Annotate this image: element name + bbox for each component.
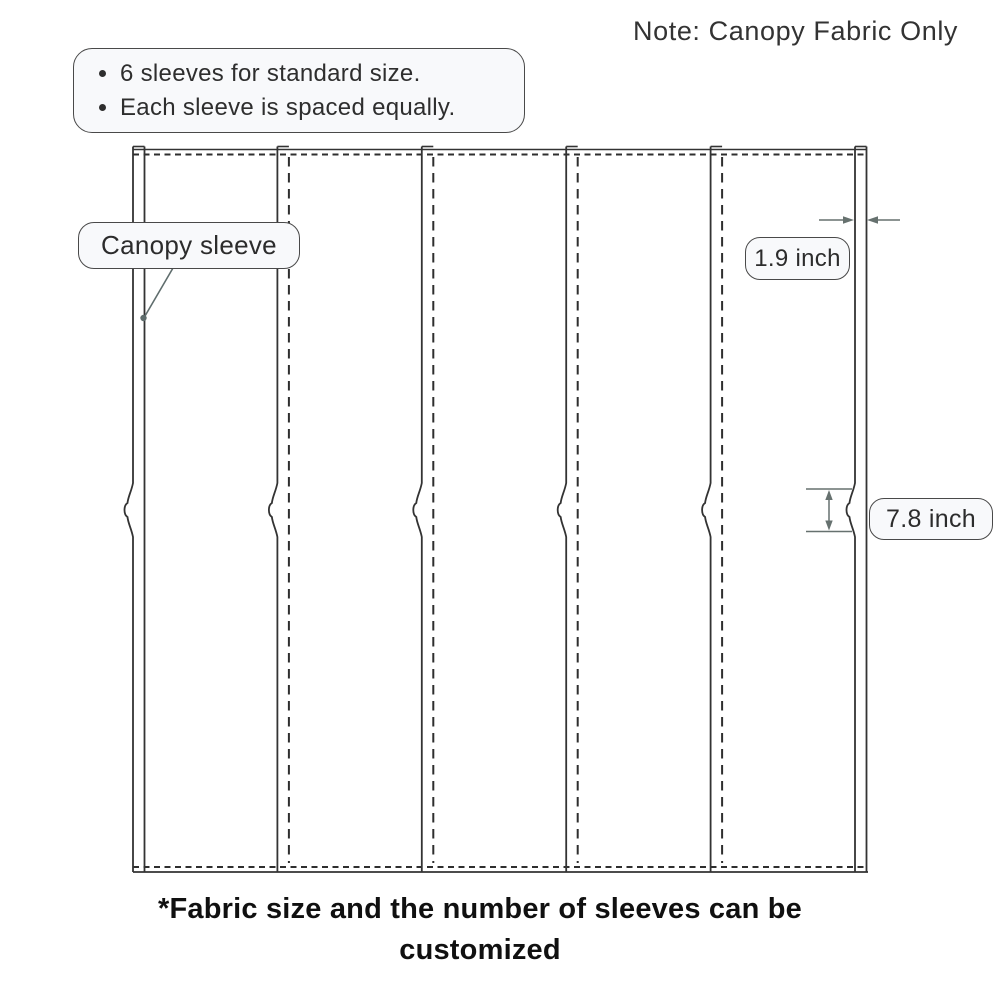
sleeve-left-line-with-notch (702, 147, 711, 873)
sleeve (558, 147, 578, 873)
sleeve (413, 147, 433, 873)
arrowhead-up (825, 490, 832, 500)
sleeve-width-label: 1.9 inch (745, 237, 850, 280)
notch-height-label: 7.8 inch (869, 498, 993, 540)
info-box (73, 48, 525, 133)
info-bullet-list (74, 57, 455, 125)
arrowhead-down (825, 521, 832, 531)
sleeve-left-line-with-notch (413, 147, 422, 873)
notch-height-dimension (806, 489, 852, 532)
sleeve-width-arrows (819, 216, 900, 224)
footnote-line: customized (399, 934, 561, 966)
info-bullet-item: • Each sleeve is spaced equally. (120, 91, 455, 125)
arrowhead-left (867, 216, 878, 224)
footnote (0, 889, 960, 971)
canopy-sleeve-leader-line (145, 268, 173, 316)
info-bullet-item: • 6 sleeves for standard size. (120, 57, 455, 91)
leader-dot (140, 315, 146, 321)
sleeve (702, 147, 722, 873)
sleeve-left-line-with-notch (558, 147, 567, 873)
note-text: Note: Canopy Fabric Only (633, 16, 959, 46)
canopy-sleeve-label: Canopy sleeve (78, 222, 300, 269)
footnote-line: *Fabric size and the number of sleeves can be (158, 893, 802, 925)
arrowhead-right (843, 216, 854, 224)
